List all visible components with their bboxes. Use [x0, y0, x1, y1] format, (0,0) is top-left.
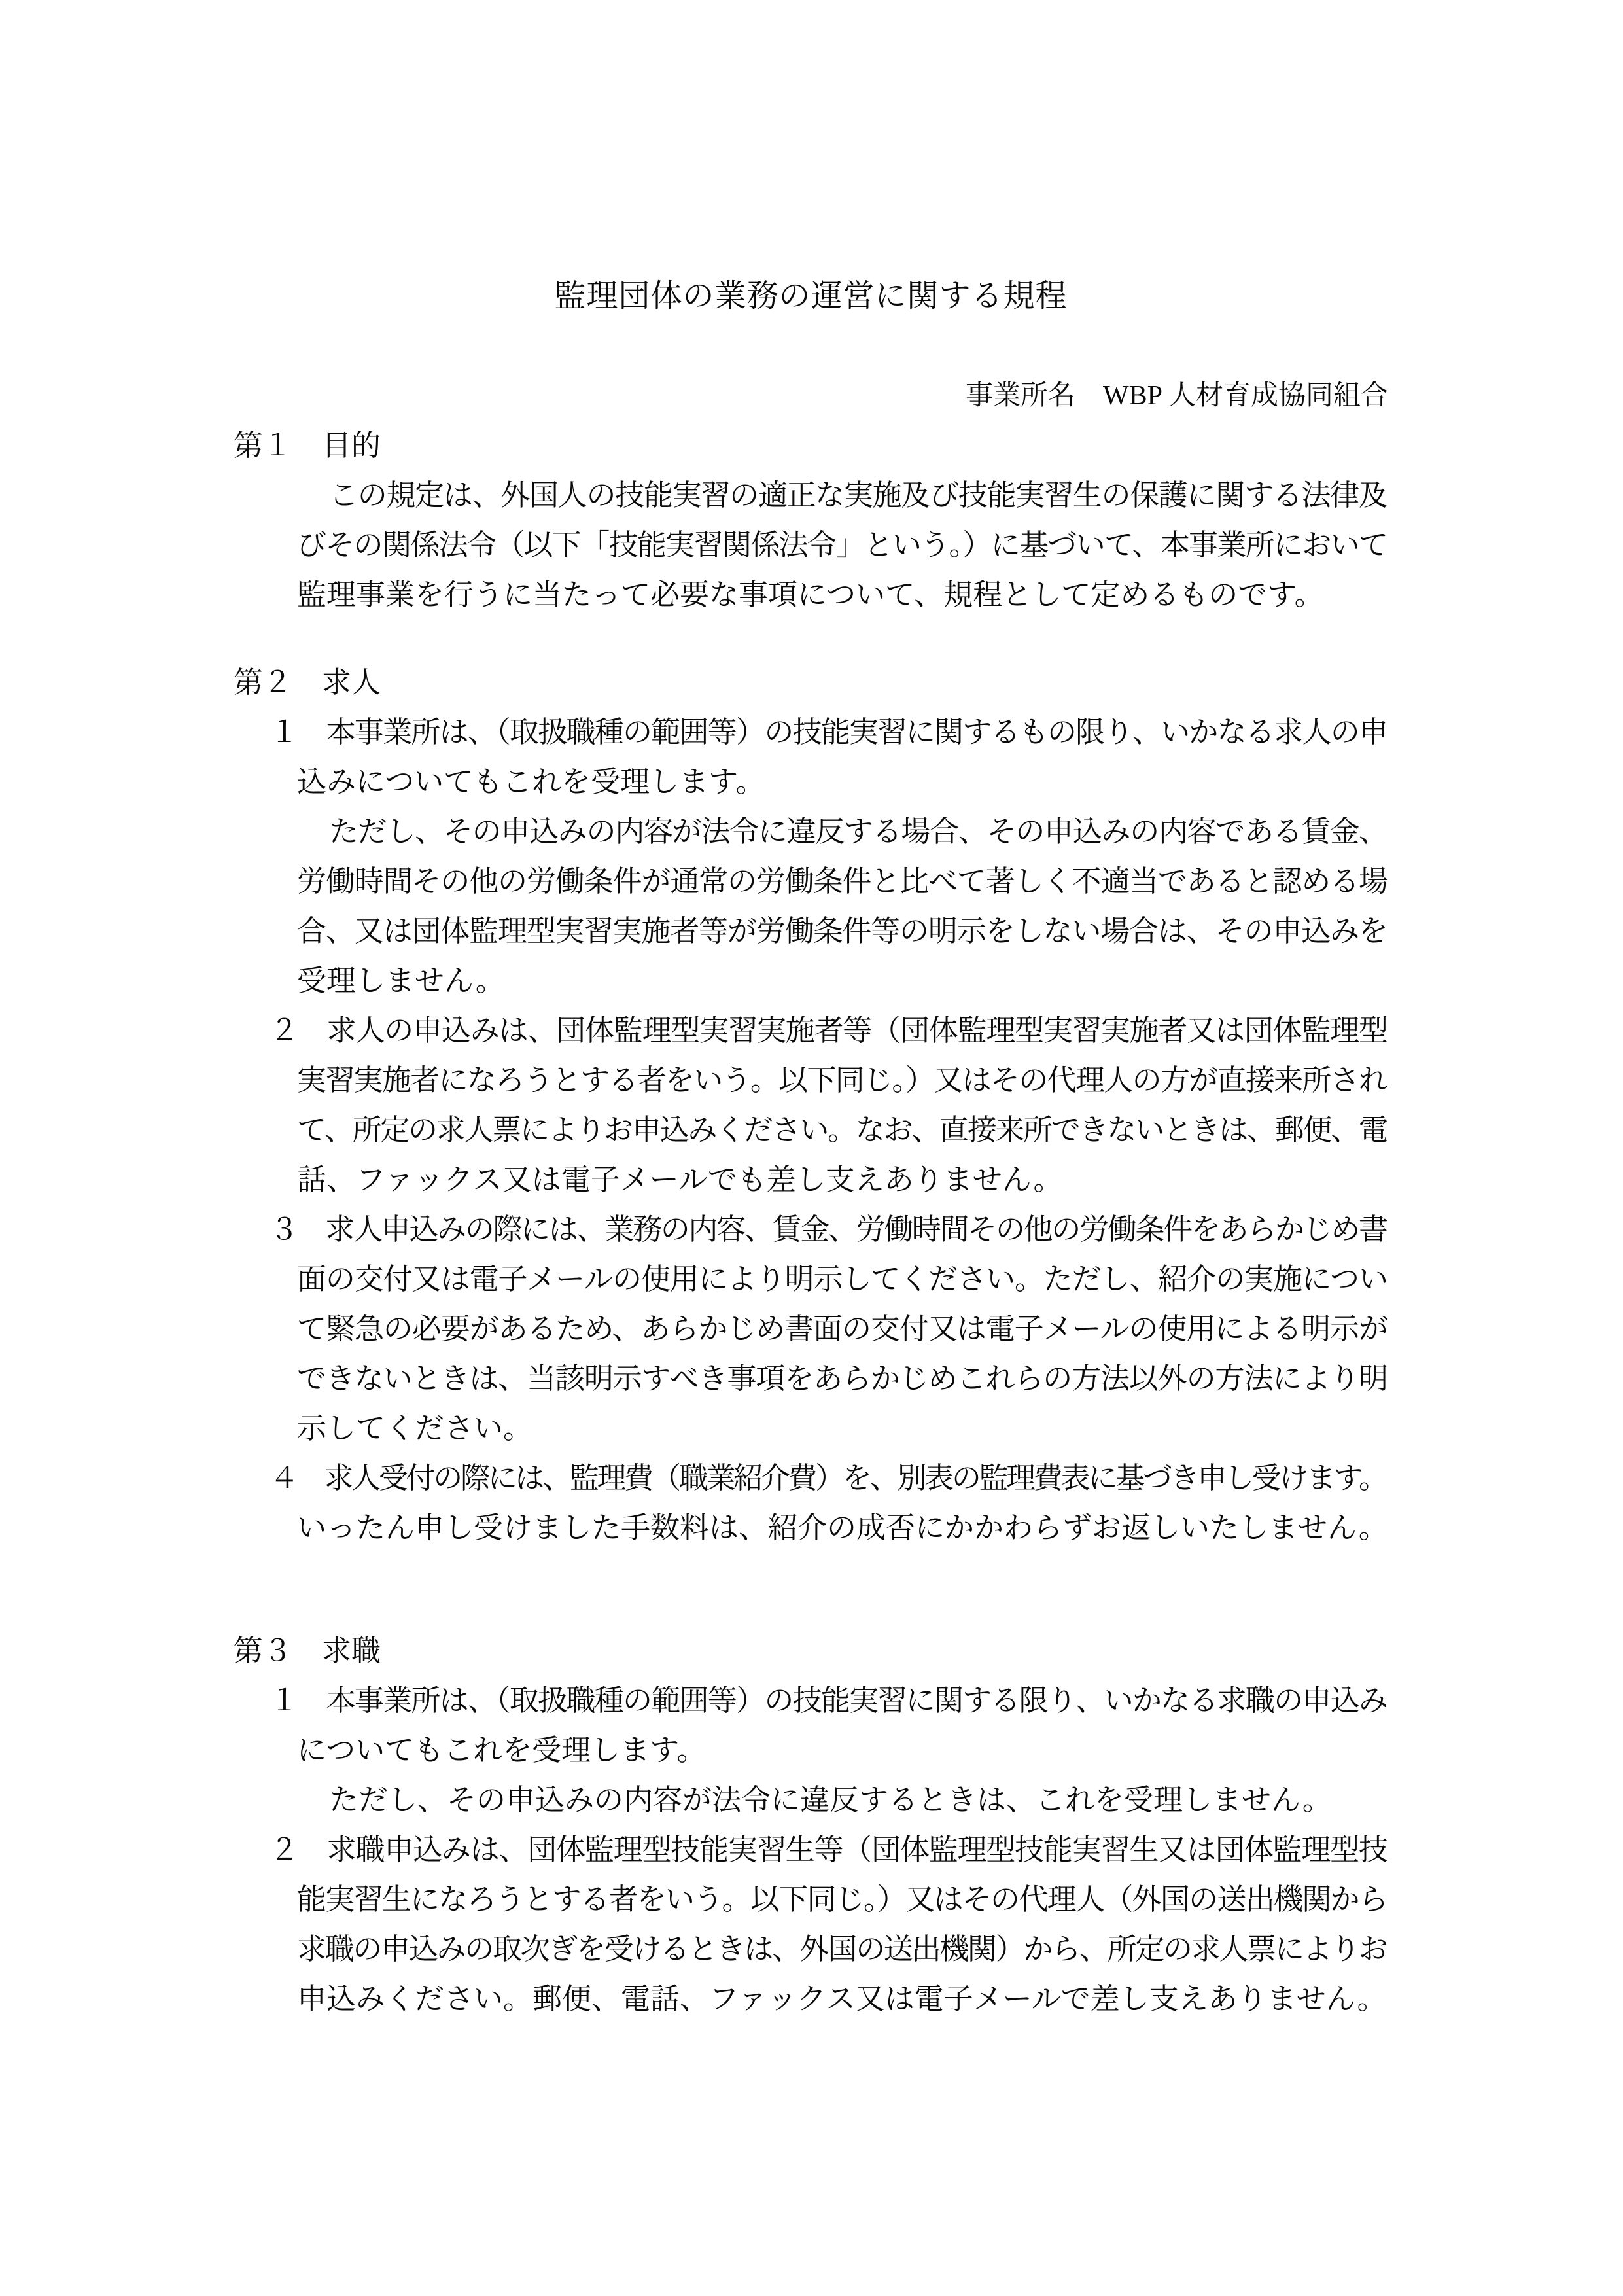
- section-gap: [234, 620, 1388, 658]
- doc-line-text: て、所定の求人票によりお申込みください。なお、直接来所できないときは、郵便、電: [297, 1114, 1387, 1146]
- doc-line: [234, 658, 1388, 707]
- doc-line: [234, 1155, 1388, 1205]
- doc-line: [234, 1974, 1388, 2024]
- doc-line: [234, 1304, 1388, 1354]
- doc-line-text: ２ 求人の申込みは、団体監理型実習実施者等（団体監理型実習実施者又は団体監理型: [270, 1014, 1387, 1047]
- doc-line: [234, 1725, 1388, 1775]
- doc-line-text: １ 本事業所は、（取扱職種の範囲等）の技能実習に関する限り、いかなる求職の申込み: [270, 1684, 1387, 1717]
- doc-line-text: 第１ 目的: [234, 429, 381, 462]
- doc-line: [234, 1775, 1388, 1825]
- doc-line-text: ４ 求人受付の際には、監理費（職業紹介費）を、別表の監理費表に基づき申し受けます。: [270, 1462, 1386, 1494]
- doc-line: [234, 570, 1388, 620]
- doc-line: [234, 520, 1388, 570]
- doc-line: [234, 807, 1388, 857]
- doc-line-text: 面の交付又は電子メールの使用により明示してください。ただし、紹介の実施につい: [297, 1263, 1387, 1296]
- doc-line: [234, 1503, 1388, 1553]
- doc-line-text: 申込みください。郵便、電話、ファックス又は電子メールで差し支えありません。: [297, 1983, 1387, 2015]
- doc-line-text: 第３ 求職: [234, 1634, 381, 1667]
- doc-line: [234, 1254, 1388, 1304]
- doc-line-text: 込みについてもこれを受理します。: [297, 766, 765, 798]
- doc-line-text: 第２ 求人: [234, 666, 381, 699]
- doc-line-text: できないときは、当該明示すべき事項をあらかじめこれらの方法以外の方法により明: [297, 1362, 1387, 1395]
- doc-line-text: ２ 求職申込みは、団体監理型技能実習生等（団体監理型技能実習生又は団体監理型技: [270, 1833, 1387, 1866]
- document-body: [234, 421, 1388, 2024]
- doc-line-text: ３ 求人申込みの際には、業務の内容、賃金、労働時間その他の労働条件をあらかじめ書: [270, 1213, 1387, 1246]
- document-title: 監理団体の業務の運営に関する規程: [554, 279, 1068, 313]
- doc-line: [234, 1825, 1388, 1875]
- doc-line-text: 求職の申込みの取次ぎを受けるときは、外国の送出機関）から、所定の求人票によりお: [297, 1933, 1387, 1966]
- doc-line-text: 実習実施者になろうとする者をいう。以下同じ。）又はその代理人の方が直接来所され: [297, 1064, 1387, 1097]
- doc-line-text: 合、又は団体監理型実習実施者等が労働条件等の明示をしない場合は、その申込みを: [297, 915, 1387, 947]
- doc-line-text: この規定は、外国人の技能実習の適正な実施及び技能実習生の保護に関する法律及: [329, 479, 1387, 512]
- doc-line-text: 示してください。: [297, 1412, 533, 1445]
- page-content: [234, 272, 1388, 2024]
- doc-line: [234, 470, 1388, 520]
- doc-line: [234, 1055, 1388, 1105]
- doc-line: [234, 906, 1388, 956]
- doc-line: [234, 1354, 1388, 1404]
- doc-line: [234, 421, 1388, 470]
- doc-line: [234, 757, 1388, 807]
- doc-line: [234, 1404, 1388, 1453]
- doc-line: [234, 1105, 1388, 1155]
- doc-line: [234, 707, 1388, 757]
- doc-line-text: て緊急の必要があるため、あらかじめ書面の交付又は電子メールの使用による明示が: [297, 1313, 1387, 1345]
- doc-line: [234, 1205, 1388, 1254]
- doc-line: [234, 1676, 1388, 1725]
- doc-line-text: 能実習生になろうとする者をいう。以下同じ。）又はその代理人（外国の送出機関から: [297, 1883, 1387, 1916]
- doc-line-text: びその関係法令（以下「技能実習関係法令」という。）に基づいて、本事業所において: [297, 529, 1387, 561]
- doc-line-text: 監理事業を行うに当たって必要な事項について、規程として定めるものです。: [297, 578, 1324, 611]
- title-gap: [234, 321, 1388, 371]
- doc-line: [234, 1453, 1388, 1503]
- doc-line-text: 話、ファックス又は電子メールでも差し支えありません。: [297, 1163, 1063, 1196]
- doc-line-text: についてもこれを受理します。: [297, 1734, 707, 1767]
- doc-line-text: ただし、その申込みの内容が法令に違反するときは、これを受理しません。: [329, 1784, 1332, 1816]
- doc-line: [234, 857, 1388, 906]
- doc-line: [234, 1924, 1388, 1974]
- doc-line: [234, 1006, 1388, 1055]
- doc-line-text: いったん申し受けました手数料は、紹介の成否にかかわらずお返しいたしません。: [297, 1511, 1388, 1544]
- doc-line: [234, 1626, 1388, 1676]
- section-gap: [234, 1553, 1388, 1626]
- doc-line: [234, 956, 1388, 1006]
- office-name-line: 事業所名 WBP 人材育成協同組合: [966, 381, 1388, 411]
- doc-line-text: １ 本事業所は、（取扱職種の範囲等）の技能実習に関するもの限り、いかなる求人の申: [270, 716, 1387, 749]
- doc-line-text: ただし、その申込みの内容が法令に違反する場合、その申込みの内容である賃金、: [329, 815, 1387, 848]
- doc-line-text: 労働時間その他の労働条件が通常の労働条件と比べて著しく不適当であると認める場: [297, 865, 1387, 898]
- doc-line-text: 受理しません。: [297, 964, 505, 997]
- doc-line: [234, 1875, 1388, 1924]
